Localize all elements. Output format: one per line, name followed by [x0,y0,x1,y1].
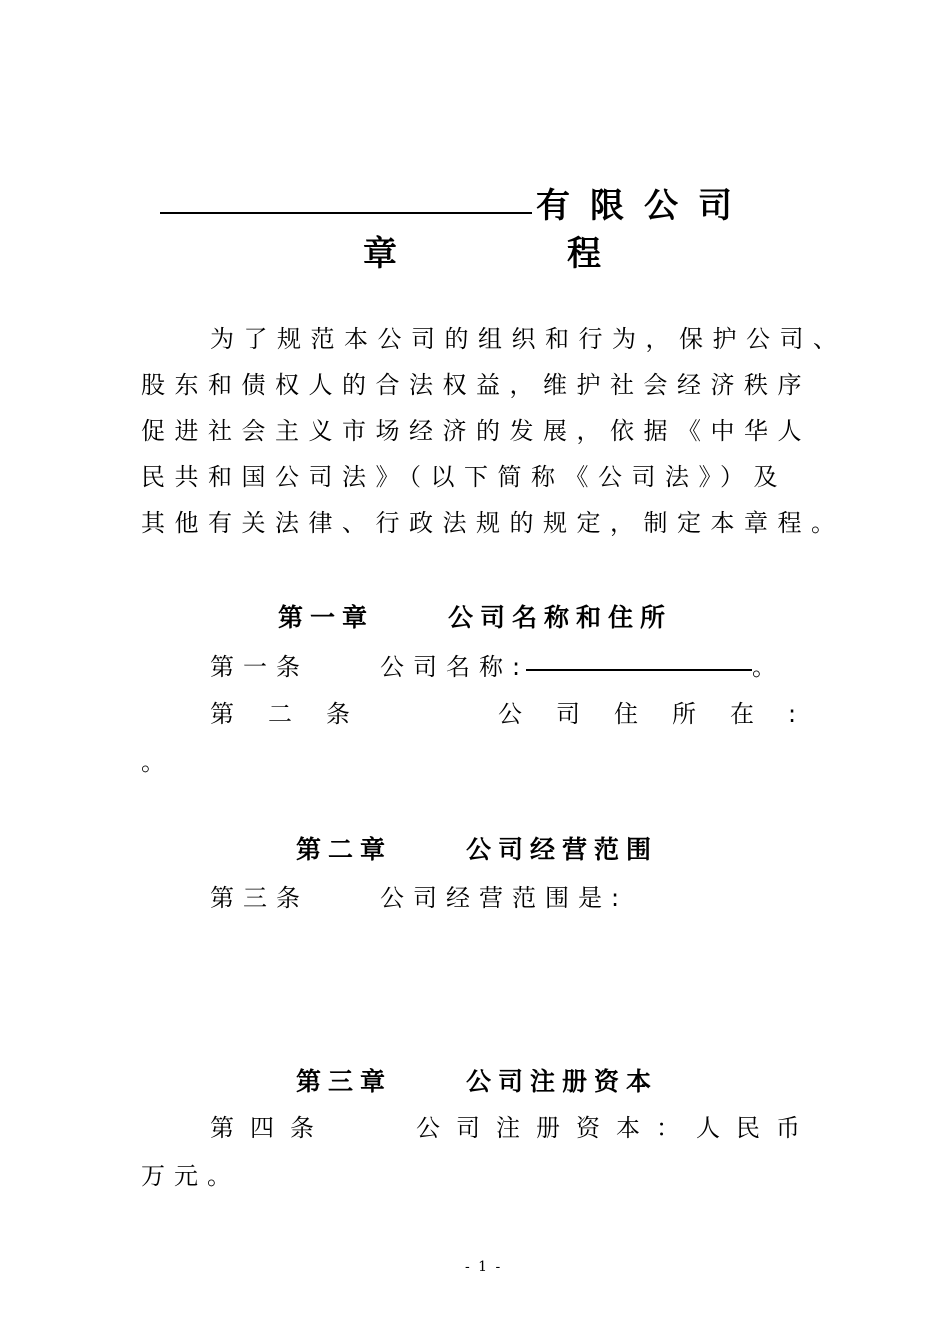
title-char-cheng: 程 [567,234,601,274]
title-suffix: 有限公司 [536,186,752,226]
chapter1-number: 第一章 [278,603,375,632]
article1-name-blank [526,669,752,671]
preamble-line-3: 促进社会主义市场经济的发展，依据《中华人 [141,417,811,445]
article1-text: 公司名称: [380,653,530,681]
article3-number: 第三条 [210,884,309,912]
chapter2-name: 公司经营范围 [466,835,659,864]
preamble-line-1: 为了规范本公司的组织和行为，保护公司、 [210,325,847,353]
article4-text: 公司注册资本：人民币 [416,1114,816,1142]
company-name-blank [160,212,532,214]
article1-number: 第一条 [210,653,309,681]
page-number: - 1 - [465,1259,503,1275]
article2-number: 第二条 [210,700,384,728]
chapter3-number: 第三章 [296,1067,393,1096]
article4-number: 第四条 [210,1114,330,1142]
article2-continuation: 。 [141,748,174,776]
chapter2-number: 第二章 [296,835,393,864]
article3-text: 公司经营范围是: [380,884,629,912]
chapter1-name: 公司名称和住所 [448,603,673,632]
preamble-line-2: 股东和债权人的合法权益，维护社会经济秩序 [141,371,811,399]
preamble-line-4: 民共和国公司法》（以下简称《公司法》）及 [141,463,787,491]
chapter3-name: 公司注册资本 [466,1067,659,1096]
article1-end: 。 [752,653,785,681]
title-char-zhang: 章 [363,234,397,274]
article4-continuation: 万元。 [141,1162,240,1190]
preamble-line-5: 其他有关法律、行政法规的规定，制定本章程。 [141,509,845,537]
article2-text: 公司住所在: [498,700,831,728]
